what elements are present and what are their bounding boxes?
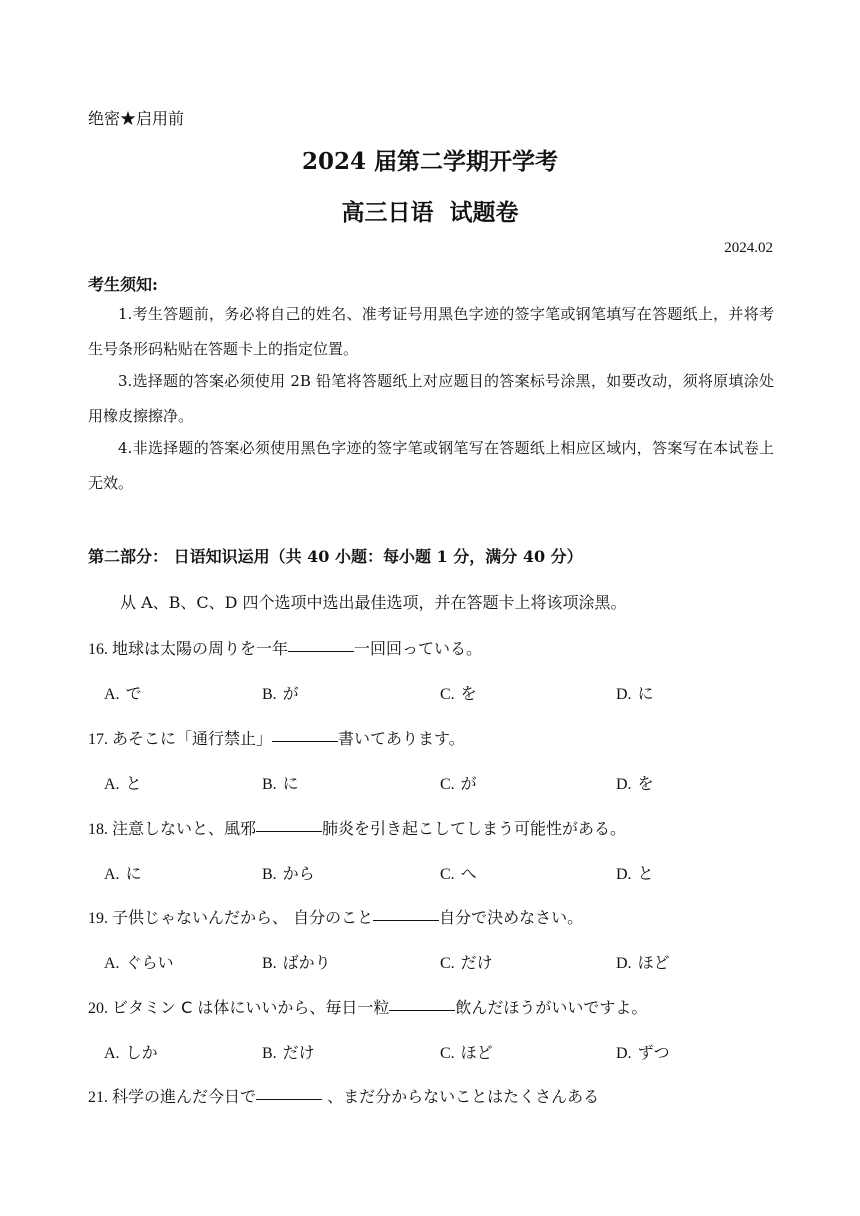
answer-blank [256,1098,322,1100]
question-21 [88,1084,599,1107]
question-number: 18. [88,821,112,838]
option-text: を [637,774,654,793]
question-number: 20. [88,1000,112,1017]
question-16 [88,636,482,659]
question-text: 飲んだほうがいいですよ。 [455,998,648,1017]
answer-blank [288,650,354,652]
option-text: へ [460,864,477,883]
option-text: が [282,684,299,703]
option-letter: D. [616,1045,632,1062]
option-b[interactable] [262,950,331,973]
question-text: 科学の進んだ今日で [112,1087,257,1106]
exam-date: 2024.02 [724,240,773,256]
option-letter: C. [440,866,455,883]
question-20 [88,995,647,1018]
exam-subtitle: 高三日语 试题卷 [341,199,519,226]
option-letter: A. [104,955,120,972]
question-number: 16. [88,641,112,658]
option-text: ずつ [637,1043,670,1062]
option-d[interactable] [616,771,654,794]
notice-item: 1.考生答题前，务必将自己的姓名、准考证号用黑色字迹的签字笔或钢笔填写在答题纸上，并将考生号条形码粘贴在答题卡上的指定位置。 [88,305,774,358]
option-text: ばかり [282,953,331,972]
option-text: から [282,864,315,883]
option-d[interactable] [616,681,654,704]
option-text: が [460,774,477,793]
option-c[interactable] [440,950,493,973]
question-17 [88,726,465,749]
question-text: 子供じゃないんだから、 自分のこと [112,908,374,927]
option-a[interactable] [104,1040,158,1063]
option-a[interactable] [104,681,142,704]
option-d[interactable] [616,950,670,973]
question-number: 17. [88,731,112,748]
option-letter: A. [104,1045,120,1062]
option-letter: C. [440,776,455,793]
notice-heading: 考生须知: [88,275,158,294]
option-d[interactable] [616,1040,670,1063]
option-b[interactable] [262,771,299,794]
option-letter: A. [104,686,120,703]
question-text: 一回回っている。 [354,639,483,658]
question-text: 書いてあります。 [338,729,465,748]
answer-blank [373,919,439,921]
question-text: あそこに「通行禁止」 [112,729,273,748]
option-c[interactable] [440,771,477,794]
question-18 [88,816,626,839]
option-a[interactable] [104,771,142,794]
option-text: で [125,684,142,703]
option-text: に [637,684,654,703]
option-letter: B. [262,1045,277,1062]
notice-item: 4.非选择题的答案必须使用黑色字迹的签字笔或钢笔写在答题纸上相应区域内，答案写在本试卷上无效。 [88,439,774,492]
option-letter: C. [440,686,455,703]
option-b[interactable] [262,1040,315,1063]
answer-blank [272,740,338,742]
question-text: ビタミン C は体にいいから、毎日一粒 [112,998,390,1017]
option-text: に [125,864,142,883]
option-text: ぐらい [125,953,174,972]
option-letter: D. [616,866,632,883]
option-letter: C. [440,955,455,972]
question-number: 19. [88,910,112,927]
option-letter: B. [262,776,277,793]
option-a[interactable] [104,950,174,973]
option-text: ほど [637,953,670,972]
question-text: 自分で決めなさい。 [439,908,584,927]
option-text: だけ [460,953,493,972]
option-letter: D. [616,686,632,703]
option-c[interactable] [440,1040,493,1063]
question-text: 、まだ分からないことはたくさんある [322,1087,600,1106]
answer-blank [389,1009,455,1011]
option-a[interactable] [104,861,142,884]
option-letter: B. [262,686,277,703]
option-text: だけ [282,1043,315,1062]
question-text: 肺炎を引き起こしてしまう可能性がある。 [322,819,627,838]
option-c[interactable] [440,861,477,884]
section-heading: 第二部分： 日语知识运用（共 40 小题：每小题 1 分，满分 40 分） [88,547,583,566]
option-b[interactable] [262,681,299,704]
question-text: 注意しないと、風邪 [112,819,257,838]
option-letter: D. [616,776,632,793]
question-19 [88,905,583,928]
option-text: を [460,684,477,703]
option-text: ほど [460,1043,493,1062]
confidential-label: 绝密★启用前 [88,109,185,128]
option-text: と [125,774,142,793]
option-letter: D. [616,955,632,972]
option-c[interactable] [440,681,477,704]
option-text: しか [125,1043,158,1062]
option-letter: B. [262,866,277,883]
option-b[interactable] [262,861,315,884]
option-text: と [637,864,654,883]
section-instruction: 从 A、B、C、D 四个选项中选出最佳选项，并在答题卡上将该项涂黑。 [120,593,627,612]
option-letter: A. [104,776,120,793]
option-text: に [282,774,299,793]
option-letter: B. [262,955,277,972]
notice-item: 3.选择题的答案必须使用 2B 铅笔将答题纸上对应题目的答案标号涂黑，如要改动，须将原填涂处用橡皮擦擦净。 [88,372,774,425]
question-number: 21. [88,1089,112,1106]
answer-blank [256,830,322,832]
option-letter: C. [440,1045,455,1062]
option-d[interactable] [616,861,654,884]
option-letter: A. [104,866,120,883]
exam-title: 2024 届第二学期开学考 [301,148,559,175]
question-text: 地球は太陽の周りを一年 [112,639,289,658]
